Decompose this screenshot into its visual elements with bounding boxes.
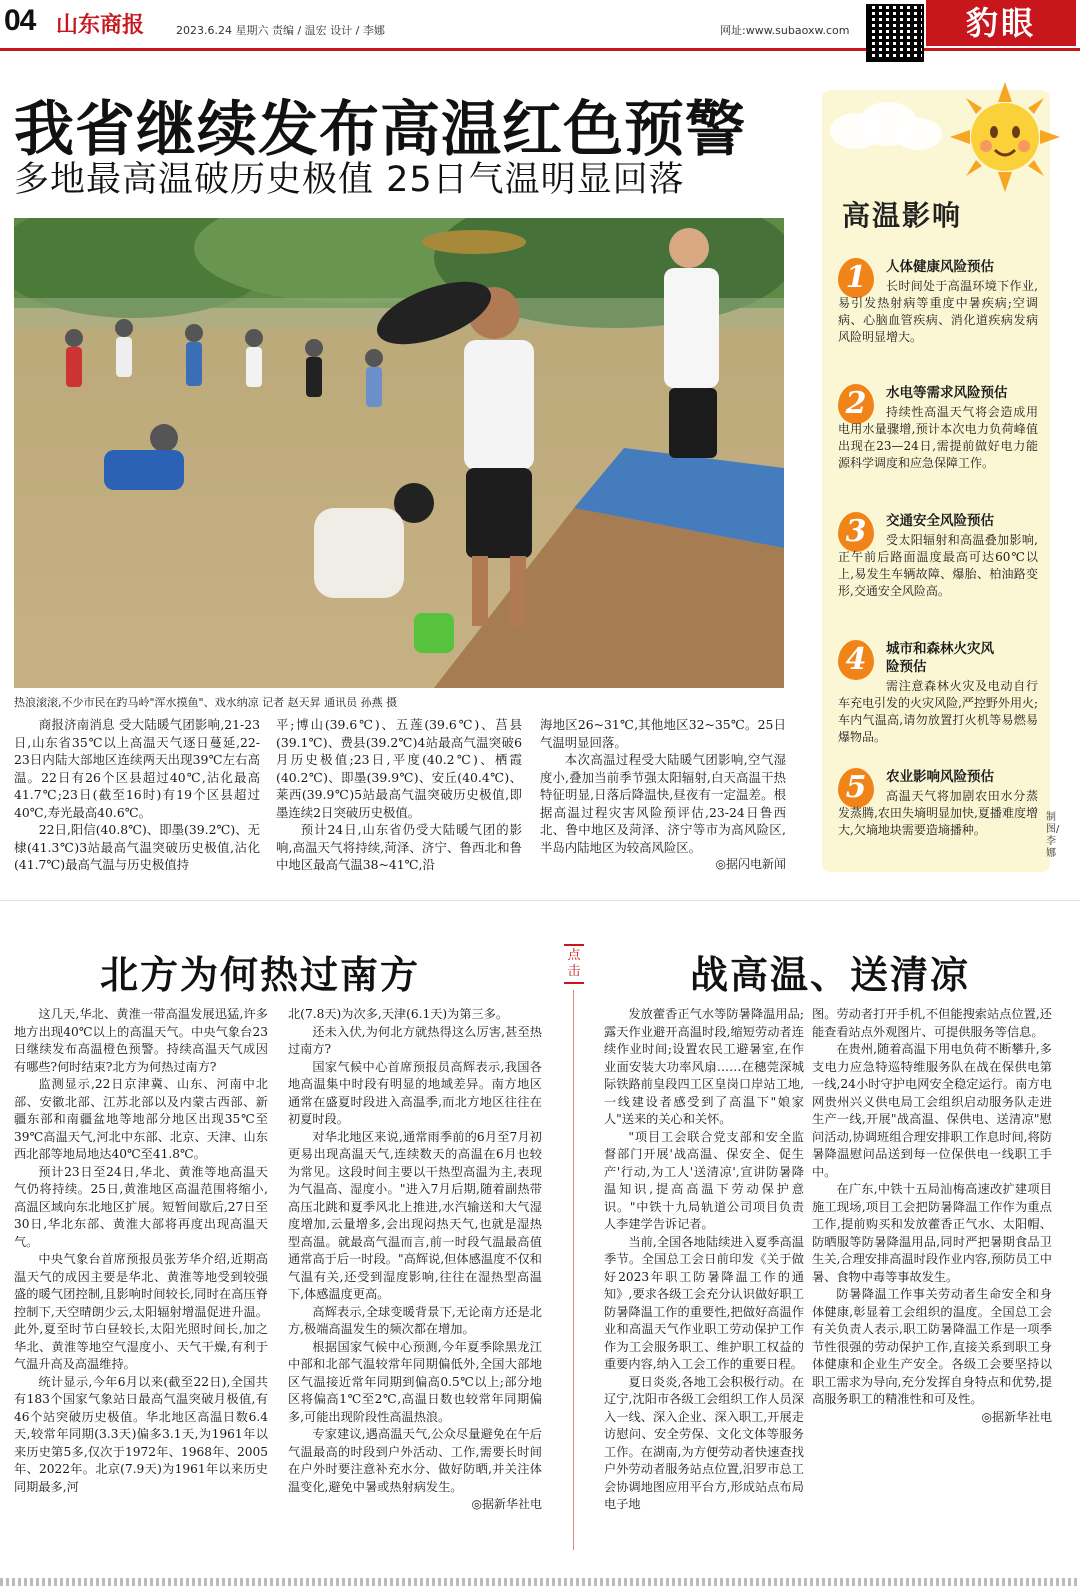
battle-headline: 战高温、送清凉 bbox=[690, 953, 971, 997]
risk-item-utilities bbox=[838, 384, 1038, 494]
qr-code-icon[interactable] bbox=[866, 4, 924, 62]
paragraph: 还未入伏,为何北方就热得这么厉害,甚至热过南方? bbox=[288, 1024, 542, 1056]
article-source: ◎据新华社电 bbox=[981, 1409, 1052, 1424]
north-article-col2 bbox=[288, 1006, 542, 1514]
risk-title: 城市和森林火灾风险预估 bbox=[886, 641, 994, 675]
risk-item-health bbox=[838, 258, 1038, 368]
risk-item-agriculture bbox=[838, 768, 1038, 868]
lead-article-col2 bbox=[276, 716, 522, 874]
paragraph: 本次高温过程受大陆暖气团影响,空气湿度小,叠加当前季节强太阳辐射,白天高温干热特征明显,日落后降温快,昼夜有一定温差。根据高温过程灾害风险预评估,23-24日鲁西北、鲁中地区及菏泽、济宁等市为高风险区,半岛内陆地区为较高风险区。 bbox=[540, 752, 786, 855]
photo-illustration bbox=[14, 218, 784, 688]
lead-photo bbox=[14, 218, 784, 688]
number-badge: 5 bbox=[838, 768, 874, 808]
risk-title: 人体健康风险预估 bbox=[886, 259, 994, 275]
risk-item-fire bbox=[838, 640, 1038, 750]
paragraph: 防暑降温工作事关劳动者生命安全和身体健康,彰显着工会组织的温度。全国总工会有关负责人表示,职工防暑降温工作是一项季节性很强的劳动保护工作,直接关系到职工身体健康和企业生产安全。各级工会要坚持以职工需求为导向,充分发挥自身特点和优势,提高服务职工的精准性和可及性。 bbox=[812, 1287, 1052, 1406]
section-divider bbox=[0, 900, 1080, 901]
number-badge: 4 bbox=[838, 640, 874, 680]
paragraph: 在贵州,随着高温下用电负荷不断攀升,多支电力应急特巡特维服务队在战在保供电第一线,24小时守护电网安全稳定运行。南方电网贵州兴义供电局工会组织启动服务队走进生产一线,开展"战高温、保供电、送清凉"慰问活动,协调班组合理安排职工作息时间,将防暑降温慰问品送到每一位保供电一线职工手中。 bbox=[812, 1042, 1052, 1179]
graphic-credit: 制图/李娜 bbox=[1046, 812, 1060, 859]
north-article-col1 bbox=[14, 1006, 268, 1496]
risk-body: 受太阳辐射和高温叠加影响,正午前后路面温度最高可达60℃以上,易发生车辆故障、爆胎、柏油路变形,交通安全风险高。 bbox=[838, 533, 1038, 598]
column-name: 豹眼 bbox=[926, 0, 1076, 46]
article-source: ◎据新华社电 bbox=[471, 1497, 542, 1511]
battle-article-col1 bbox=[604, 1006, 804, 1514]
paragraph: 专家建议,遇高温天气,公众尽量避免在午后气温最高的时段到户外活动、工作,需要长时间在户外时要注意补充水分、做好防晒,并关注体温变化,避免中暑或热射病发生。 bbox=[288, 1427, 542, 1494]
comment-marker-label: 点击 bbox=[564, 944, 584, 984]
paragraph: 发放藿香正气水等防暑降温用品;露天作业避开高温时段,缩短劳动者连续作业时间;设置农民工避暑室,在作业面安装大功率风扇……在穗莞深城际铁路前皇段四工区皇岗口岸站工地,一线建设者感受到了高温下"娘家人"送来的关心和关怀。 bbox=[604, 1007, 804, 1126]
paragraph: 这几天,华北、黄淮一带高温发展迅猛,许多地方出现40℃以上的高温天气。中央气象台23日继续发布高温橙色预警。持续高温天气成因有哪些?何时结束?北方为何热过南方? bbox=[14, 1007, 268, 1074]
risk-title: 农业影响风险预估 bbox=[886, 769, 994, 785]
paragraph: 国家气候中心首席预报员高辉表示,我国各地高温集中时段有明显的地域差异。南方地区通常在盛夏时段进入高温季,而北方地区往往在初夏时段。 bbox=[288, 1059, 542, 1126]
paragraph: 商报济南消息 受大陆暖气团影响,21-23日,山东省35℃以上高温天气逐日蔓延,22-23日内陆大部地区连续两天出现39℃左右高温。22日有26个区县超过40℃,沾化最高41.7℃;23日(截至16时)有19个区县超过40℃,寿光最高40.6℃。 bbox=[14, 717, 260, 820]
paragraph: 根据国家气候中心预测,今年夏季除黑龙江中部和北部气温较常年同期偏低外,全国大部地区气温接近常年同期到偏高0.5℃以上;部分地区将偏高1℃至2℃,高温日数也较常年同期偏多,可能出现阶段性高温热浪。 bbox=[288, 1339, 542, 1424]
page-headline: 我省继续发布高温红色预警 bbox=[14, 95, 746, 165]
newspaper-name: 山东商报 bbox=[56, 13, 145, 38]
photo-caption: 热浪滚滚,不少市民在趵马岭"浑水摸鱼"、戏水纳凉 记者 赵天昇 通讯员 孙燕 摄 bbox=[14, 696, 398, 709]
paragraph: 夏日炎炎,各地工会积极行动。在辽宁,沈阳市各级工会组织工作人员深入一线、深入企业、深入职工,开展走访慰问、安全劳保、文化文体等服务工作。在湖南,为方便劳动者快速查找户外劳动者服务站点位置,汨罗市总工会协调地图应用平台方,形成站点布局电子地 bbox=[604, 1374, 804, 1511]
cloud-icon bbox=[826, 96, 946, 160]
paragraph: 平;博山(39.6℃)、五莲(39.6℃)、莒县(39.1℃)、费县(39.2℃)4站最高气温突破6月历史极值;23日,平度(40.2℃)、栖霞(40.2℃)、即墨(39.9℃)、安丘(40.4℃)、莱西(39.9℃)5站最高气温突破历史极值,即墨连续2日突破历史极值。 bbox=[276, 717, 522, 820]
paragraph: 图。劳动者打开手机,不但能搜索站点位置,还能查看站点外观图片、可提供服务等信息。 bbox=[812, 1007, 1052, 1039]
website-url[interactable]: 网址:www.subaoxw.com bbox=[720, 24, 850, 37]
paragraph: 统计显示,今年6月以来(截至22日),全国共有183个国家气象站日最高气温突破月极值,有46个站突破历史极值。华北地区高温日数6.4天,较常年同期(3.3天)偏多3.1天,为1961年以来历史第5多,仅次于1972年、1968年、2005年、2022年。北京(7.9天)为1961年以来历史同期最多,河 bbox=[14, 1374, 268, 1494]
paragraph: 预计24日,山东省仍受大陆暖气团的影响,高温天气将持续,菏泽、济宁、鲁西北和鲁中地区最高气温38~41℃,沿 bbox=[276, 822, 522, 872]
paragraph: 高辉表示,全球变暖背景下,无论南方还是北方,极端高温发生的频次都在增加。 bbox=[288, 1304, 542, 1336]
paragraph: 对华北地区来说,通常雨季前的6月至7月初更易出现高温天气,连续数天的高温在6月也较为常见。这段时间主要以干热型高温为主,表现为气温高、湿度小。"进入7月后期,随着副热带高压北跳和夏季风北上推进,水汽输送和大气湿度增加,云量增多,会出现闷热天气,也就是湿热型高温。就最高气温而言,前一时段气温最高值通常高于后一时段。"高辉说,但体感温度不仅和气温有关,还受到湿度影响,往往在湿热型高温下,体感温度更高。 bbox=[288, 1129, 542, 1301]
risk-item-traffic bbox=[838, 512, 1038, 622]
risk-body: 持续性高温天气将会造成用电用水量骤增,预计本次电力负荷峰值出现在23—24日,需提前做好电力能源科学调度和应急保障工作。 bbox=[838, 405, 1038, 470]
battle-article-col2 bbox=[812, 1006, 1052, 1426]
paragraph: 22日,阳信(40.8℃)、即墨(39.2℃)、无棣(41.3℃)3站最高气温突破历史极值,沾化(41.7℃)最高气温与历史极值持 bbox=[14, 822, 260, 872]
lead-article-col3 bbox=[540, 716, 786, 874]
paragraph: 在广东,中铁十五局汕梅高速改扩建项目施工现场,项目工会把防暑降温工作作为重点工作,提前购买和发放藿香正气水、太阳帽、防晒服等防暑降温用品,同时严把暑期食品卫生关,合理安排高温时段作业内容,预防员工中暑、食物中毒等事故发生。 bbox=[812, 1182, 1052, 1284]
risk-body: 需注意森林火灾及电动自行车充电引发的火灾风险,严控野外用火;车内气温高,请勿放置打火机等易燃易爆物品。 bbox=[838, 679, 1038, 744]
comment-marker bbox=[564, 944, 584, 984]
number-badge: 1 bbox=[838, 258, 874, 298]
number-badge: 2 bbox=[838, 384, 874, 424]
paragraph: 中央气象台首席预报员张芳华介绍,近期高温天气的成因主要是华北、黄淮等地受到较强盛的暖气团控制,且影响时间较长,同时在高压脊控制下,天空晴朗少云,太阳辐射增温促进升温。此外,夏至时节白昼较长,太阳光照时间长,加之华北、黄淮等地空气湿度小、天气干燥,有利于气温升高及高温维持。 bbox=[14, 1252, 268, 1371]
page-number: 04 bbox=[4, 4, 36, 37]
bottom-border bbox=[0, 1578, 1080, 1586]
risk-body: 长时间处于高温环境下作业,易引发热射病等重度中暑疾病;空调病、心脑血管疾病、消化道疾病发病风险明显增大。 bbox=[838, 279, 1038, 344]
paragraph: 预计23日至24日,华北、黄淮等地高温天气仍将持续。25日,黄淮地区高温范围将缩小,高温区域向东北地区扩展。短暂间歇后,27日至30日,华北东部、黄淮大部将再度出现高温天气。 bbox=[14, 1164, 268, 1249]
sun-icon bbox=[950, 82, 1060, 196]
paragraph: 海地区26~31℃,其他地区32~35℃。25日气温明显回落。 bbox=[540, 717, 786, 750]
paragraph: "项目工会联合党支部和安全监督部门开展'战高温、保安全、促生产'行动,为工人'送清凉',宣讲防暑降温知识,提高高温下劳动保护意识。"中铁十九局轨道公司项目负责人李建学告诉记者。 bbox=[604, 1129, 804, 1231]
date-editor-line: 2023.6.24 星期六 责编 / 温宏 设计 / 李娜 bbox=[176, 24, 385, 37]
article-source: ◎据闪电新闻 bbox=[715, 857, 786, 871]
column-rule bbox=[573, 990, 574, 1550]
paragraph: 监测显示,22日京津冀、山东、河南中北部、安徽北部、江苏北部以及内蒙古西部、新疆东部和南疆盆地等地部分地区出现35℃至39℃高温天气,河北中东部、北京、天津、山东西北部等地局地达40℃至41.8℃。 bbox=[14, 1077, 268, 1161]
sidebar-title: 高温影响 bbox=[842, 199, 963, 232]
risk-body: 高温天气将加剧农田水分蒸发蒸腾,农田失墒明显加快,夏播难度增大,欠墒地块需要造墒播种。 bbox=[838, 789, 1038, 837]
paragraph: 当前,全国各地陆续进入夏季高温季节。全国总工会日前印发《关于做好2023年职工防暑降温工作的通知》,要求各级工会充分认识做好职工防暑降温工作的重要性,把做好高温作业和高温天气作业职工劳动保护工作作为工会服务职工、维护职工权益的重要内容,纳入工会工作的重要日程。 bbox=[604, 1234, 804, 1371]
paragraph: 北(7.8天)为次多,天津(6.1天)为第三多。 bbox=[288, 1007, 509, 1021]
risk-title: 水电等需求风险预估 bbox=[886, 385, 1008, 401]
lead-article-col1 bbox=[14, 716, 260, 874]
number-badge: 3 bbox=[838, 512, 874, 552]
north-headline: 北方为何热过南方 bbox=[100, 953, 421, 997]
page-subheadline: 多地最高温破历史极值 25日气温明显回落 bbox=[14, 160, 685, 200]
risk-title: 交通安全风险预估 bbox=[886, 513, 994, 529]
